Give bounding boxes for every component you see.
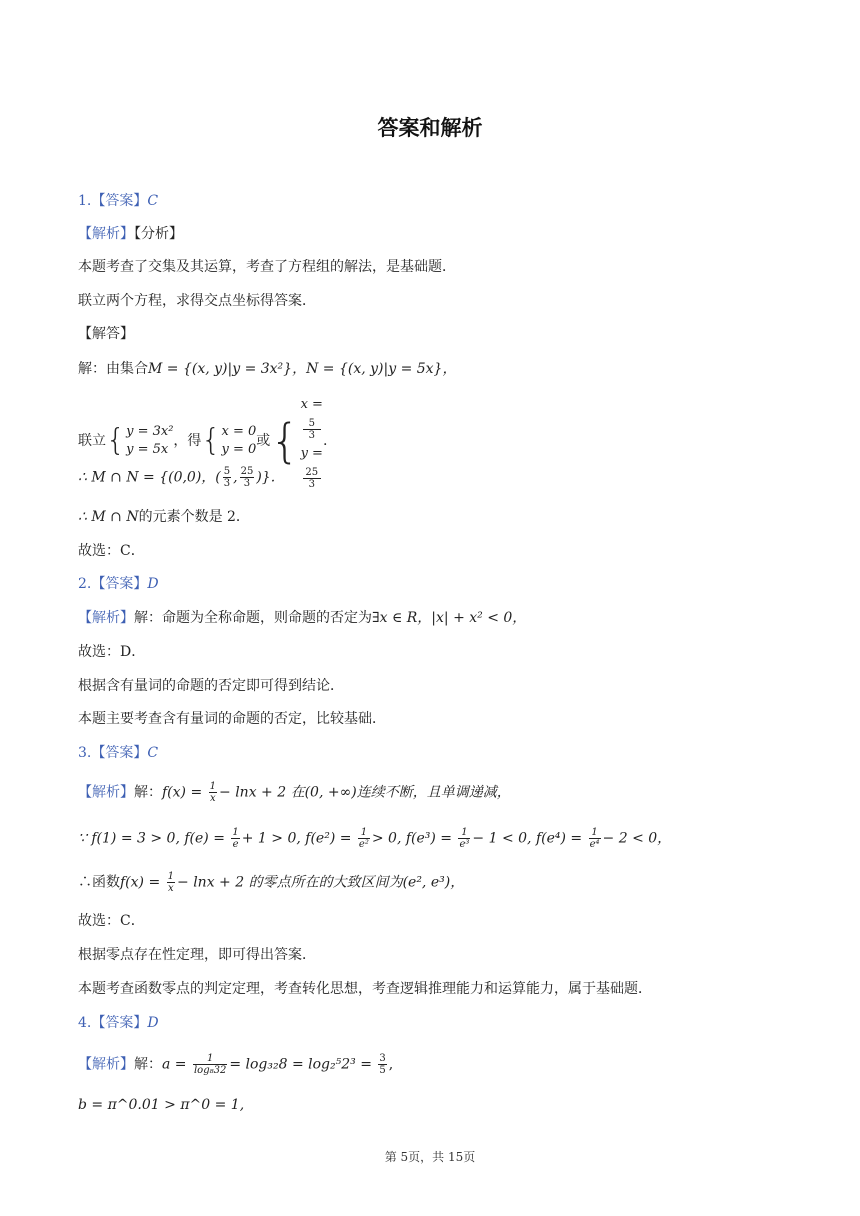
q1-system-3-eq1 bbox=[301, 392, 323, 441]
q1-analysis-line2: 联立两个方程，求得交点坐标得答案． bbox=[78, 293, 316, 309]
q1-huo-text: 或 bbox=[256, 433, 271, 449]
q3-func-lhs: f(x) = bbox=[162, 784, 207, 801]
q1-solve-prefix: 解：由集合 bbox=[78, 361, 148, 377]
q3-answer-value: C bbox=[147, 745, 159, 761]
fraction-numerator: 25 bbox=[303, 467, 321, 479]
q1-answer-label: 1.【答案】 bbox=[78, 193, 148, 209]
q3-l3-b: − lnx + 2 的零点所在的大致区间为(e², e³)， bbox=[177, 874, 465, 891]
q3-l2-c: > 0, f(e³) = bbox=[371, 830, 457, 847]
q1-system-2-eq2: y = 0 bbox=[221, 442, 257, 457]
q1-system-3 bbox=[301, 392, 323, 490]
q3-l3-func: f(x) = bbox=[120, 874, 165, 891]
fraction-denominator: x bbox=[210, 793, 216, 804]
q1-system-3-eq2-lhs: y = bbox=[300, 446, 323, 461]
page-footer: 第 5页，共 15页 bbox=[384, 1150, 476, 1164]
q1-count-line bbox=[78, 507, 250, 527]
q1-analysis-tags bbox=[78, 224, 183, 244]
fraction-denominator: e² bbox=[358, 839, 369, 850]
q1-system-1-eq1: y = 3x² bbox=[126, 424, 174, 439]
q1-system-3-eq1-lhs: x = bbox=[300, 397, 323, 412]
fraction bbox=[303, 467, 321, 490]
q1-system-1 bbox=[126, 423, 173, 459]
q2-answer-value: D bbox=[147, 576, 159, 592]
fraction-numerator: 1 bbox=[458, 827, 470, 839]
q3-line1 bbox=[78, 781, 511, 804]
q4-line2: b = π^0.01 > π^0 = 1, bbox=[78, 1097, 245, 1113]
fraction bbox=[209, 781, 217, 804]
q1-set-definition: M = {(x, y)|y = 3x²}，N = {(x, y)|y = 5x}， bbox=[148, 361, 457, 377]
fraction-denominator: e bbox=[232, 839, 239, 850]
q1-jieda-tag: 【解答】 bbox=[78, 326, 134, 342]
q3-answer-line bbox=[78, 743, 158, 763]
fraction-numerator: 5 bbox=[223, 466, 231, 477]
q1-system-1-eq2: y = 5x bbox=[126, 442, 169, 457]
q4-answer-line bbox=[78, 1013, 159, 1033]
q1-choose-line: 故选：C． bbox=[78, 543, 145, 559]
q3-line4: 根据零点存在性定理，即可得出答案． bbox=[78, 947, 316, 963]
q2-analysis-text: 解：命题为全称命题，则命题的否定为 bbox=[134, 610, 372, 626]
q1-solve-line bbox=[78, 359, 456, 379]
fraction-denominator: 3 bbox=[243, 478, 251, 489]
fraction-denominator: 3 bbox=[308, 479, 315, 490]
q1-fenxi-tag: 【分析】 bbox=[134, 226, 183, 242]
q3-line2 bbox=[78, 827, 671, 850]
q3-l2-e: − 2 < 0， bbox=[602, 830, 672, 847]
q3-prefix: 解： bbox=[134, 784, 162, 801]
q1-system-2-eq1: x = 0 bbox=[221, 424, 257, 439]
fraction bbox=[231, 827, 239, 850]
q3-analysis-tag: 【解析】 bbox=[78, 784, 134, 801]
q3-line3 bbox=[78, 871, 464, 894]
fraction bbox=[223, 466, 231, 489]
fraction-denominator: 5 bbox=[379, 1065, 386, 1076]
q1-intersection-lhs: ∴ M ∩ N = {(0,0)，( bbox=[78, 469, 221, 486]
fraction-numerator: 1 bbox=[589, 827, 601, 839]
q1-intersection-comma: , bbox=[233, 469, 238, 486]
q2-choose-line: 故选：D． bbox=[78, 644, 146, 660]
left-brace-icon: { bbox=[201, 423, 221, 458]
q1-intersection-end: )}. bbox=[256, 469, 276, 486]
q3-line5: 本题考查函数零点的判定定理，考查转化思想，考查逻辑推理能力和运算能力，属于基础题． bbox=[78, 981, 652, 997]
q2-answer-label: 2.【答案】 bbox=[78, 576, 148, 592]
q4-prefix: 解： bbox=[134, 1056, 162, 1073]
fraction bbox=[167, 871, 175, 894]
q4-answer-label: 4.【答案】 bbox=[78, 1015, 148, 1031]
fraction bbox=[378, 1053, 386, 1076]
fraction-denominator: e³ bbox=[459, 839, 470, 850]
q1-lianli-text: 联立 bbox=[78, 433, 106, 449]
fraction bbox=[240, 466, 255, 489]
q4-l1-a: a = bbox=[162, 1056, 191, 1073]
fraction-denominator: 3 bbox=[308, 430, 315, 441]
q1-analysis-line1: 本题考查了交集及其运算，考查了方程组的解法，是基础题． bbox=[78, 259, 456, 275]
page-title: 答案和解析 bbox=[377, 116, 483, 140]
q1-count-text: 的元素个数是 2． bbox=[138, 509, 250, 525]
q3-l3-a: ∴函数 bbox=[78, 874, 120, 891]
fraction-numerator: 25 bbox=[240, 466, 254, 477]
q2-analysis-expr: ∃x ∈ R，|x| + x² < 0， bbox=[372, 610, 527, 626]
fraction-numerator: 1 bbox=[358, 827, 370, 839]
fraction-numerator: 1 bbox=[209, 781, 217, 792]
left-brace-icon: { bbox=[270, 414, 300, 468]
q1-answer-line bbox=[78, 191, 158, 211]
q3-answer-label: 3.【答案】 bbox=[78, 745, 148, 761]
q2-analysis-line1 bbox=[78, 608, 526, 628]
q3-choose-line: 故选：C． bbox=[78, 913, 145, 929]
fraction bbox=[458, 827, 470, 850]
fraction-numerator: 1 bbox=[193, 1053, 227, 1065]
q4-analysis-tag: 【解析】 bbox=[78, 1056, 134, 1073]
q2-line3: 本题主要考查含有量词的命题的否定，比较基础． bbox=[78, 711, 386, 727]
q2-line2: 根据含有量词的命题的否定即可得到结论． bbox=[78, 678, 344, 694]
q1-de-text: ，得 bbox=[173, 433, 202, 449]
fraction-numerator: 3 bbox=[379, 1053, 386, 1064]
q2-answer-line bbox=[78, 574, 159, 594]
q3-l2-d: − 1 < 0, f(e⁴) = bbox=[472, 830, 587, 847]
fraction-denominator: e⁴ bbox=[589, 839, 600, 850]
fraction bbox=[193, 1053, 227, 1076]
fraction-denominator: x bbox=[168, 883, 174, 894]
fraction-denominator: log₈32 bbox=[193, 1065, 227, 1076]
q2-analysis-tag: 【解析】 bbox=[78, 610, 134, 626]
q3-func-rest: − lnx + 2 在(0, +∞)连续不断，且单调递减， bbox=[219, 784, 511, 801]
q1-answer-value: C bbox=[147, 193, 159, 209]
q1-analysis-tag: 【解析】 bbox=[78, 226, 134, 242]
fraction-numerator: 5 bbox=[303, 418, 321, 430]
fraction bbox=[358, 827, 370, 850]
fraction-denominator: 3 bbox=[223, 478, 231, 489]
q1-count-expr: ∴ M ∩ N bbox=[78, 509, 139, 525]
fraction bbox=[303, 418, 321, 441]
q3-l2-b: + 1 > 0, f(e²) = bbox=[241, 830, 356, 847]
q1-period: . bbox=[322, 433, 328, 449]
q4-l1-b: = log₃₂8 = log₂⁵2³ = bbox=[229, 1056, 377, 1073]
fraction-numerator: 1 bbox=[167, 871, 175, 882]
q3-l2-a: ∵ f(1) = 3 > 0, f(e) = bbox=[78, 830, 230, 847]
q4-line1 bbox=[78, 1053, 393, 1076]
q1-system-3-eq2 bbox=[301, 441, 323, 490]
left-brace-icon: { bbox=[106, 423, 126, 458]
q1-system-2 bbox=[222, 423, 257, 459]
fraction-numerator: 1 bbox=[232, 827, 239, 838]
q4-answer-value: D bbox=[147, 1015, 159, 1031]
q1-intersection-line bbox=[78, 466, 275, 489]
q4-l1-end: , bbox=[388, 1056, 394, 1073]
fraction bbox=[589, 827, 601, 850]
